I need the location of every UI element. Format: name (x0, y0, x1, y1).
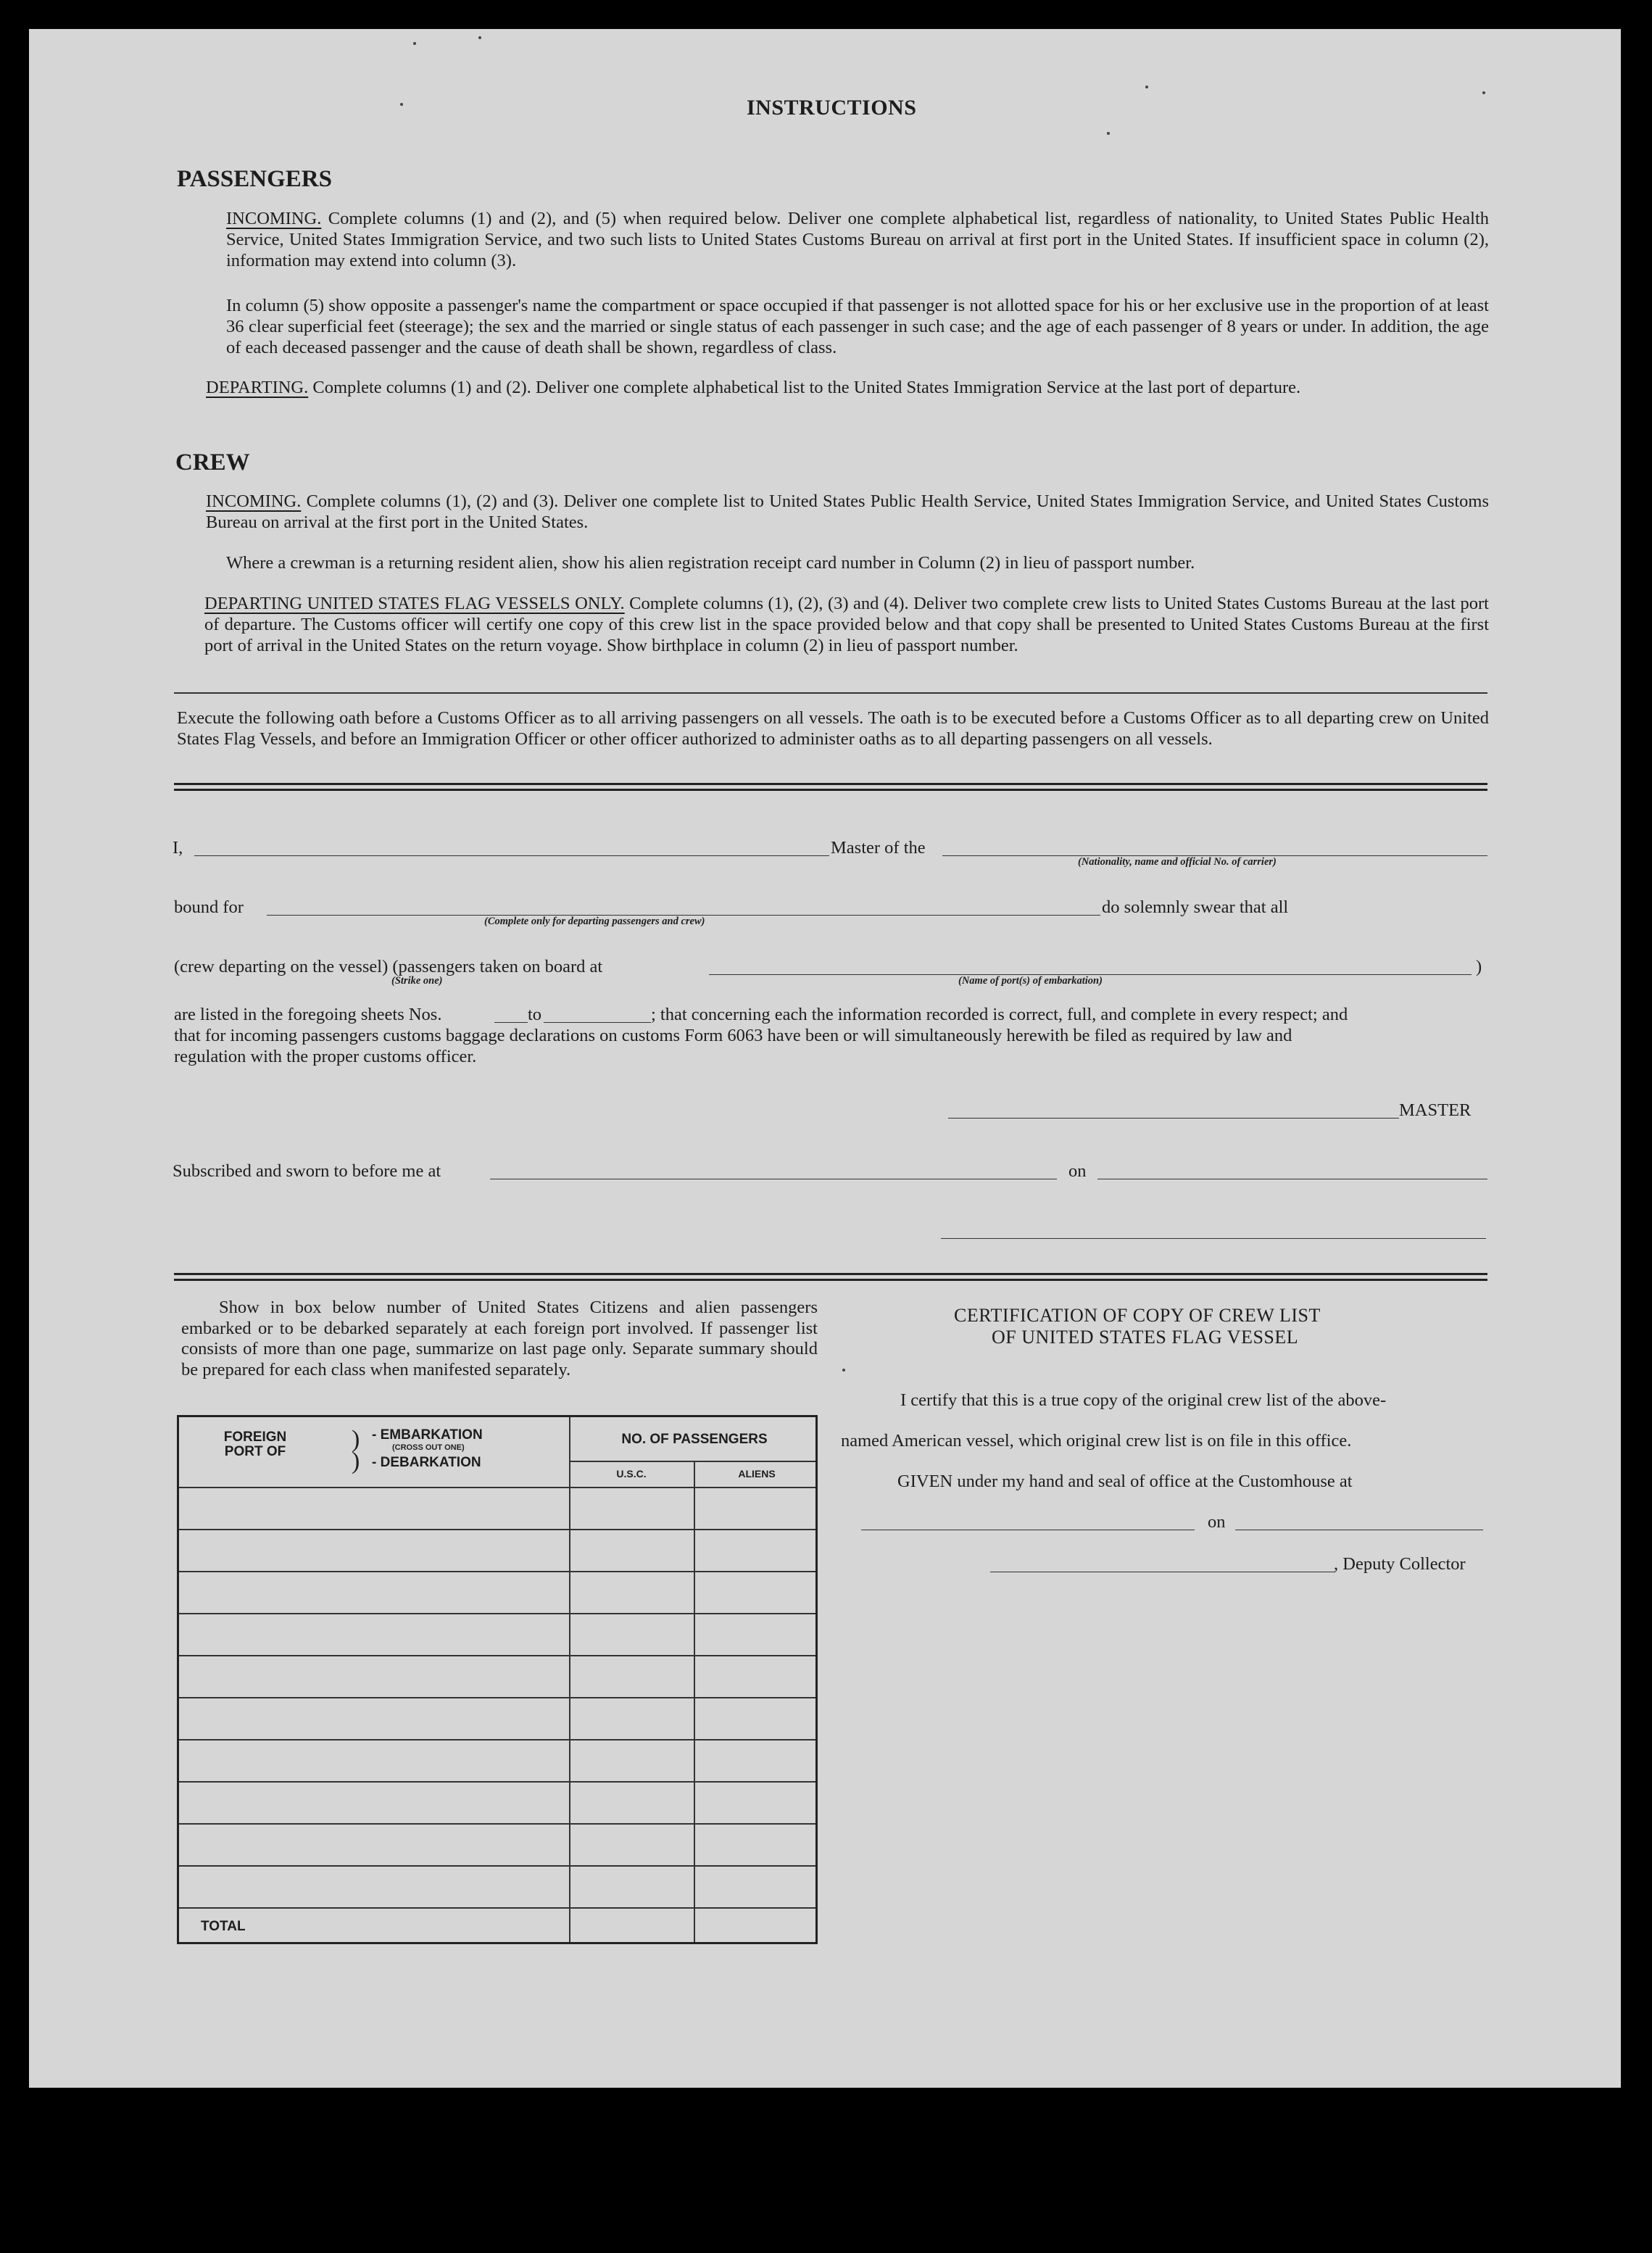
page-title: INSTRUCTIONS (747, 96, 917, 120)
double-divider (174, 1273, 1487, 1281)
officer-signature-line[interactable] (941, 1238, 1486, 1239)
table-row-divider (179, 1907, 815, 1909)
table-header-divider (179, 1487, 815, 1488)
speck (400, 103, 403, 106)
crew-departing-label: DEPARTING UNITED STATES FLAG VESSELS ONLY. (204, 594, 625, 613)
speck (478, 36, 481, 39)
crew-incoming-label: INCOMING. (206, 491, 302, 511)
listed-text-line2: that for incoming passengers customs baggage declarations on customs Form 6063 have been or will simultaneously herewith be filed as required by law and (174, 1026, 1292, 1045)
certification-line-3: GIVEN under my hand and seal of office at the Customhouse at (897, 1472, 1353, 1491)
total-label: TOTAL (201, 1919, 246, 1934)
table-row-divider (179, 1655, 815, 1656)
table-row-divider (179, 1823, 815, 1825)
table-row-divider (179, 1865, 815, 1867)
crew-departing-paragraph (204, 593, 1489, 656)
brace-top: ) (352, 1426, 360, 1453)
listed-sheets-label: are listed in the foregoing sheets Nos. (174, 1005, 442, 1024)
sheet-from-field[interactable] (494, 1022, 528, 1023)
table-row-divider (179, 1739, 815, 1740)
deputy-collector-label: , Deputy Collector (1334, 1554, 1466, 1574)
speck (1482, 91, 1485, 94)
crew-incoming-paragraph (206, 491, 1489, 533)
table-row-divider (179, 1613, 815, 1614)
crew-departing-text: Complete columns (1), (2), (3) and (4). Deliver two complete crew lists to United States Customs Bureau at the last port of departure. The Customs officer will certify one copy of this crew list in the space provided below and that copy shall be presented to United States Customs Bureau at the first port of arrival in the United States on the return voyage. Show birthplace in column (2) in lieu of passport number. (204, 594, 1489, 655)
table-row-divider (179, 1697, 815, 1698)
passenger-summary-table (177, 1415, 818, 1944)
master-of-the-label: Master of the (831, 838, 926, 858)
passengers-incoming-text: Complete columns (1) and (2), and (5) when required below. Deliver one complete alphabetical list, regardless of nationality, to United States Public Health Service, United States Immigration Service, and two such lists to United States Customs Bureau on arrival at first port in the United States. If insufficient space in column (2), information may extend into column (3). (226, 209, 1490, 270)
crew-incoming-text: Complete columns (1), (2) and (3). Deliver one complete list to United States Public Health Service, United States Immigration Service, and United States Customs Bureau on arrival at the first port in the United States. (206, 491, 1489, 532)
listed-text-line3: regulation with the proper customs officer. (174, 1047, 477, 1066)
master-name-field[interactable] (194, 855, 829, 856)
speck (842, 1369, 845, 1372)
summary-instructions (181, 1298, 818, 1380)
certification-on-label: on (1208, 1512, 1226, 1532)
passengers-incoming-paragraph (226, 208, 1489, 271)
certification-title-2: OF UNITED STATES FLAG VESSEL (992, 1327, 1299, 1348)
carrier-caption: (Nationality, name and official No. of carrier) (1078, 856, 1277, 868)
table-row-divider (179, 1781, 815, 1783)
bound-for-caption: (Complete only for departing passengers and crew) (484, 916, 705, 927)
summary-instructions-text: Show in box below number of United States Citizens and alien passengers embarked or to be debarked separately at each foreign port involved. If passenger list consists of more than one page, summarize on last page only. Separate summary should be prepared for each class when manifested separately. (181, 1298, 818, 1379)
crew-heading: CREW (175, 449, 250, 476)
sheet-to-field[interactable] (544, 1022, 651, 1023)
bound-for-label: bound for (174, 897, 244, 917)
speck (1145, 86, 1148, 88)
strike-one-caption: (Strike one) (391, 975, 443, 987)
double-divider (174, 783, 1487, 791)
crew-passengers-label: (crew departing on the vessel) (passengers taken on board at (174, 957, 603, 976)
crew-resident-paragraph (226, 552, 1489, 573)
table-col-divider (694, 1461, 695, 1942)
table-col-divider (569, 1417, 570, 1942)
table-row-divider (179, 1529, 815, 1530)
cross-out-note: (CROSS OUT ONE) (392, 1443, 465, 1452)
to-label: to (528, 1005, 542, 1024)
speck (1107, 132, 1110, 135)
usc-header: U.S.C. (616, 1468, 647, 1480)
passengers-departing-paragraph (206, 377, 1489, 398)
master-label: MASTER (1399, 1100, 1472, 1120)
foreign-port-header: FOREIGN PORT OF (223, 1430, 287, 1459)
divider (174, 692, 1487, 694)
sworn-on-label: on (1068, 1161, 1087, 1181)
oath-intro-text: Execute the following oath before a Customs Officer as to all arriving passengers on all vessels. The oath is to be executed before a Customs Officer as to all departing crew on United States Flag Vessels, and before an Immigration Officer or other officer authorized to administer oaths as to all departing passengers on all vessels. (177, 708, 1489, 749)
aliens-header: ALIENS (738, 1468, 776, 1480)
ports-caption: (Name of port(s) of embarkation) (958, 975, 1103, 987)
listed-text-line1: ; that concerning each the information recorded is correct, full, and complete in every respect; and (651, 1005, 1348, 1024)
subscribed-label: Subscribed and sworn to before me at (173, 1161, 441, 1181)
oath-intro (177, 708, 1489, 750)
table-row-divider (179, 1571, 815, 1572)
passengers-departing-label: DEPARTING. (206, 378, 309, 397)
brace-bottom: ) (352, 1448, 360, 1474)
close-paren: ) (1476, 957, 1482, 976)
master-signature-line[interactable] (948, 1118, 1399, 1119)
certification-line-2: named American vessel, which original crew list is on file in this office. (841, 1431, 1352, 1451)
debarkation-label: - DEBARKATION (372, 1455, 481, 1470)
passengers-departing-text: Complete columns (1) and (2). Deliver one complete alphabetical list to the United States Immigration Service at the last port of departure. (312, 378, 1301, 397)
passengers-count-header: NO. OF PASSENGERS (621, 1432, 768, 1447)
passengers-column5-paragraph (226, 295, 1489, 358)
oath-i-label: I, (173, 838, 183, 858)
passengers-heading: PASSENGERS (177, 166, 332, 192)
certification-line-1: I certify that this is a true copy of the original crew list of the above- (900, 1390, 1387, 1410)
speck (413, 42, 416, 45)
passengers-column5-text: In column (5) show opposite a passenger's name the compartment or space occupied if that passenger is not allotted space for his or her exclusive use in the proportion of at least 36 clear superficial feet (steerage); the sex and the married or single status of each passenger in such case; and the age of each passenger of 8 years or under. In addition, the age of each deceased passenger and the cause of death shall be shown, regardless of class. (226, 296, 1489, 357)
embarkation-label: - EMBARKATION (372, 1427, 483, 1443)
table-subheader-divider (569, 1461, 815, 1462)
crew-resident-text: Where a crewman is a returning resident alien, show his alien registration receipt card number in Column (2) in lieu of passport number. (226, 553, 1195, 573)
passengers-incoming-label: INCOMING. (226, 209, 322, 228)
solemnly-swear-label: do solemnly swear that all (1102, 897, 1289, 917)
certification-title-1: CERTIFICATION OF COPY OF CREW LIST (954, 1305, 1321, 1326)
